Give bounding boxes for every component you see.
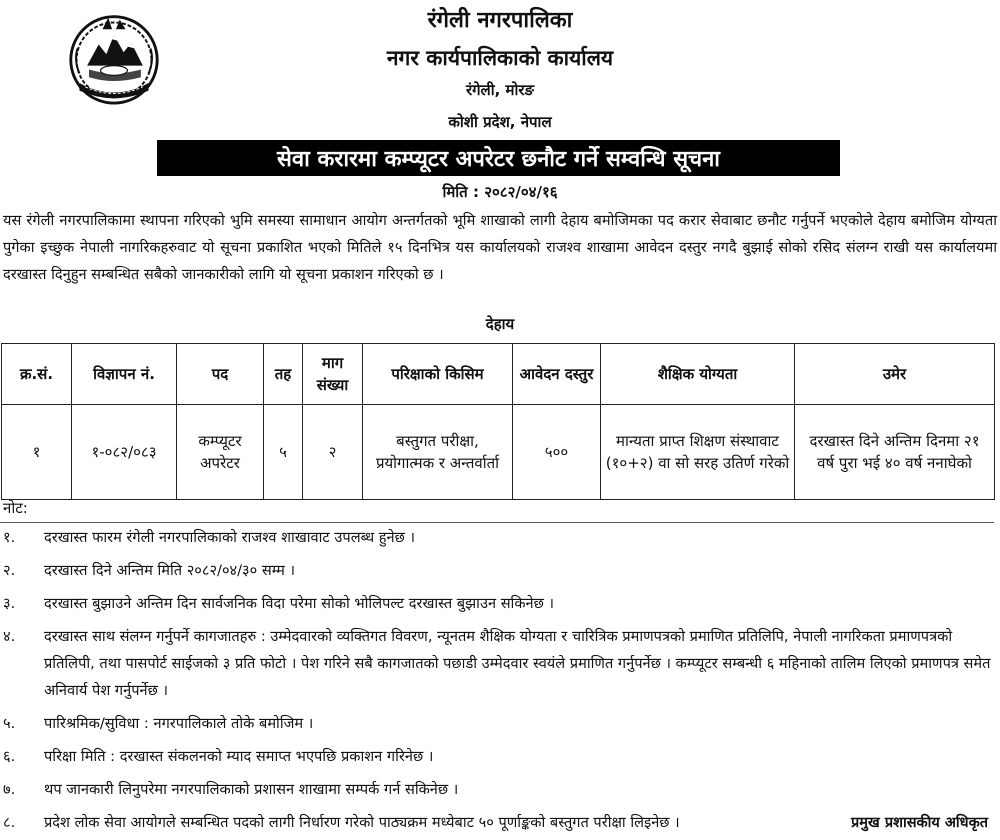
note-text: दरखास्त दिने अन्तिम मिति २०८२/०४/३० सम्म ।: [44, 562, 295, 579]
note-text: प्रदेश लोक सेवा आयोगले सम्बन्धित पदको लागी निर्धारण गरेको पाठ्यक्रम मध्येबाट ५० पूर्णाङ्कको बस्तुगत परीक्षा लिइनेछ ।: [44, 814, 680, 831]
intro-paragraph: यस रंगेली नगरपालिकामा स्थापना गरिएको भुमि समस्या सामाधान आयोग अन्तर्गतको भूमि शाखाको लागी देहाय बमोजिमका पद करार सेवाबाट छनौट गर्नुपर्ने भएकोले देहाय बमोजिम योग्यता पुगेका इच्छुक नेपाली नागरिकहरुवाट यो सूचना प्रकाशित भएको मितिले १५ दिनभित्र यस कार्यालयको राजश्व शाखामा आवेदन दस्तुर नगदै बुझाई सोको रसिद संलग्न राखी यस कार्यालयमा दरखास्त दिनुहुन सम्बन्धित सबैको जानकारीको लागि यो सूचना प्रकाशन गरिएको छ ।: [3, 212, 998, 283]
col-header-ad-no: विज्ञापन नं.: [72, 344, 177, 405]
notice-title-banner: [157, 140, 840, 176]
note-number: ६.: [3, 748, 16, 765]
cell-demand: २: [303, 405, 363, 500]
note-text: दरखास्त बुझाउने अन्तिम दिन सार्वजनिक विदा परेमा सोको भोलिपल्ट दरखास्त बुझाउन सकिनेछ ।: [44, 595, 555, 612]
date-label: मिति :: [442, 183, 479, 201]
note-text: परिक्षा मिति : दरखास्त संकलनको म्याद समाप्त भएपछि प्रकाशन गरिनेछ ।: [44, 748, 434, 765]
cell-ad-no: १-०८२/०८३: [72, 405, 177, 500]
notice-title: सेवा करारमा कम्प्यूटर अपरेटर छनौट गर्ने सम्वन्धि सूचना: [277, 147, 720, 172]
cell-fee: ५००: [513, 405, 601, 500]
notes-divider: [0, 522, 994, 523]
cell-qualification: मान्यता प्राप्त शिक्षण संस्थावाट (१०+२) वा सो सरह उतिर्ण गरेको: [601, 405, 795, 500]
list-item: [0, 809, 996, 836]
office-name: नगर कार्यपालिकाको कार्यालय: [386, 46, 614, 70]
table-row: [2, 405, 995, 500]
notice-date: [0, 182, 1000, 202]
note-text: दरखास्त फारम रंगेली नगरपालिकाको राजश्व शाखावाट उपलब्ध हुनेछ ।: [44, 529, 416, 546]
note-number: ४.: [3, 628, 16, 645]
col-header-demand: माग संख्या: [303, 344, 363, 405]
col-header-level: तह: [264, 344, 303, 405]
col-header-sn: क्र.सं.: [2, 344, 72, 405]
table-caption: देहाय: [485, 315, 515, 333]
note-number: ८.: [3, 814, 16, 831]
office-address: रंगेली, मोरङ: [465, 81, 535, 99]
list-item: [0, 590, 996, 617]
signatory-title: प्रमुख प्रशासकीय अधिकृत: [851, 815, 988, 831]
vacancy-table: [1, 343, 995, 500]
list-item: [0, 743, 996, 770]
list-item: [0, 557, 996, 584]
list-item: [0, 524, 996, 551]
col-header-fee: आवेदन दस्तुर: [513, 344, 601, 405]
cell-post: कम्प्यूटर अपरेटर: [177, 405, 264, 500]
cell-sn: १: [2, 405, 72, 500]
note-number: १.: [3, 529, 16, 546]
table-header-row: [2, 344, 995, 405]
list-item: [0, 710, 996, 737]
note-text: थप जानकारी लिनुपरेमा नगरपालिकाको प्रशासन शाखामा सम्पर्क गर्न सकिनेछ ।: [44, 781, 459, 798]
col-header-qualification: शैक्षिक योग्यता: [601, 344, 795, 405]
list-item: [0, 776, 996, 803]
cell-level: ५: [264, 405, 303, 500]
note-text: दरखास्त साथ संलग्न गर्नुपर्ने कागजातहरु : उम्मेदवारको व्यक्तिगत विवरण, न्यूनतम शैक्षिक योग्यता र चारित्रिक प्रमाणपत्रको प्रमाणित प्रतिलिपि, नेपाली नागरिकता प्रमाणपत्रको प्रतिलिपी, तथा पासपोर्ट साईजको ३ प्रति फोटो । पेश गरिने सबै कागजातको पछाडी उम्मेदवार स्वयंले प्रमाणित गर्नुपर्नेछ । कम्प्यूटर सम्बन्धी ६ महिनाको तालिम लिएको प्रमाणपत्र समेत अनिवार्य पेश गर्नुपर्नेछ ।: [44, 628, 991, 699]
col-header-age: उमेर: [795, 344, 995, 405]
date-value: २०८२/०४/१६: [484, 183, 558, 201]
list-item: [0, 623, 996, 704]
cell-exam-type: बस्तुगत परीक्षा, प्रयोगात्मक र अन्तर्वार्ता: [363, 405, 513, 500]
notes-title: नोट:: [3, 499, 28, 517]
note-number: ५.: [3, 715, 16, 732]
col-header-post: पद: [177, 344, 264, 405]
municipality-name: रंगेली नगरपालिका: [427, 8, 573, 33]
col-header-exam-type: परिक्षाको किसिम: [363, 344, 513, 405]
province-name: कोशी प्रदेश, नेपाल: [448, 113, 552, 131]
note-text: पारिश्रमिक/सुविधा : नगरपालिकाले तोके बमोजिम ।: [44, 715, 314, 732]
note-number: २.: [3, 562, 16, 579]
note-number: ७.: [3, 781, 16, 798]
note-number: ३.: [3, 595, 16, 612]
cell-age: दरखास्त दिने अन्तिम दिनमा २१ वर्ष पुरा भई ४० वर्ष ननाघेको: [795, 405, 995, 500]
notes-list: [0, 524, 996, 836]
